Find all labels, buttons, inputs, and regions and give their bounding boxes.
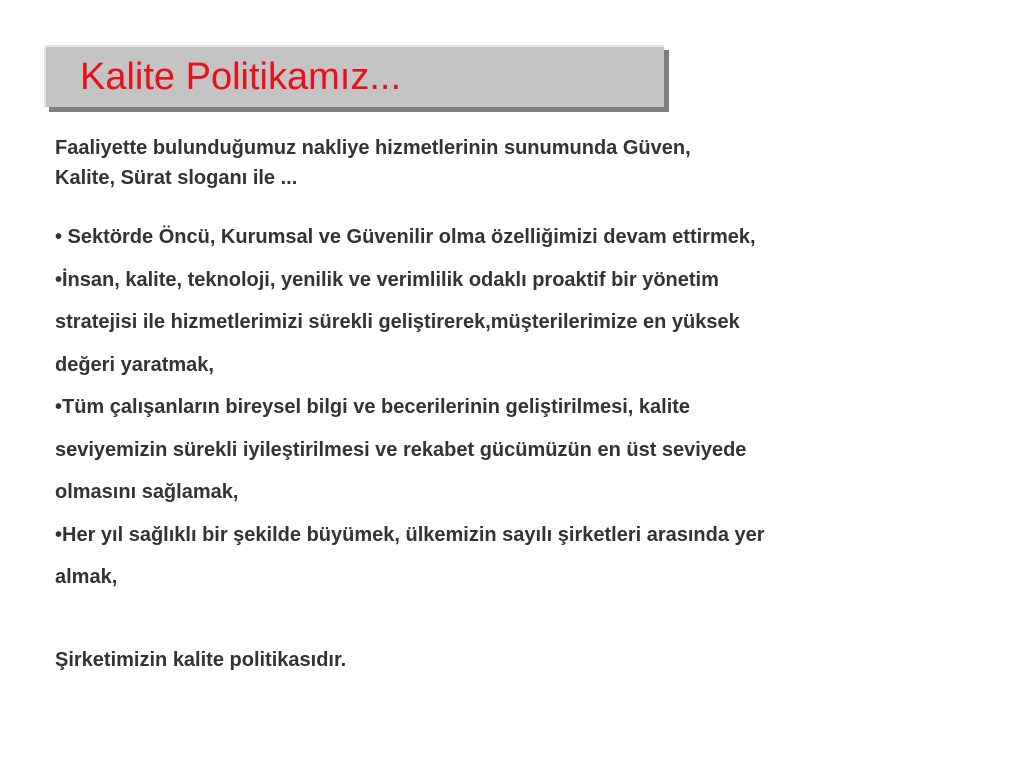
title-box <box>44 45 664 107</box>
bullet-4-line-2: almak, <box>55 566 118 588</box>
bullet-3-line-1: •Tüm çalışanların bireysel bilgi ve becerilerinin geliştirilmesi, kalite <box>55 396 691 418</box>
bullet-2-line-3: değeri yaratmak, <box>55 353 214 376</box>
bullet-2-line-2: stratejisi ile hizmetlerimizi sürekli geliştirerek,müşterilerimize en yüksek <box>55 311 740 333</box>
bullet-3-line-3: olmasını sağlamak, <box>55 481 239 503</box>
intro-line-2: Kalite, Sürat sloganı ile ... <box>55 167 298 189</box>
closing-statement: Şirketimizin kalite politikasıdır. <box>55 648 347 671</box>
intro-paragraph <box>55 133 985 193</box>
bullet-2-line-1: •İnsan, kalite, teknoloji, yenilik ve verimlilik odaklı proaktif bir yönetim <box>55 268 719 291</box>
slide-content <box>55 133 985 675</box>
bullet-item-2 <box>55 259 985 387</box>
bullet-4-line-1: •Her yıl sağlıklı bir şekilde büyümek, ülkemizin sayılı şirketleri arasında yer <box>55 523 765 546</box>
bullet-item-4 <box>55 514 985 599</box>
bullet-item-1 <box>55 216 985 259</box>
intro-line-1: Faaliyette bulunduğumuz nakliye hizmetlerinin sunumunda Güven, <box>55 137 691 159</box>
slide-title: Kalite Politikamız... <box>80 56 401 98</box>
bullet-1-line-1: • Sektörde Öncü, Kurumsal ve Güvenilir olma özelliğimizi devam ettirmek, <box>55 226 756 248</box>
bullet-item-3 <box>55 386 985 514</box>
bullet-list <box>55 216 985 599</box>
bullet-3-line-2: seviyemizin sürekli iyileştirilmesi ve rekabet gücümüzün en üst seviyede <box>55 438 747 461</box>
